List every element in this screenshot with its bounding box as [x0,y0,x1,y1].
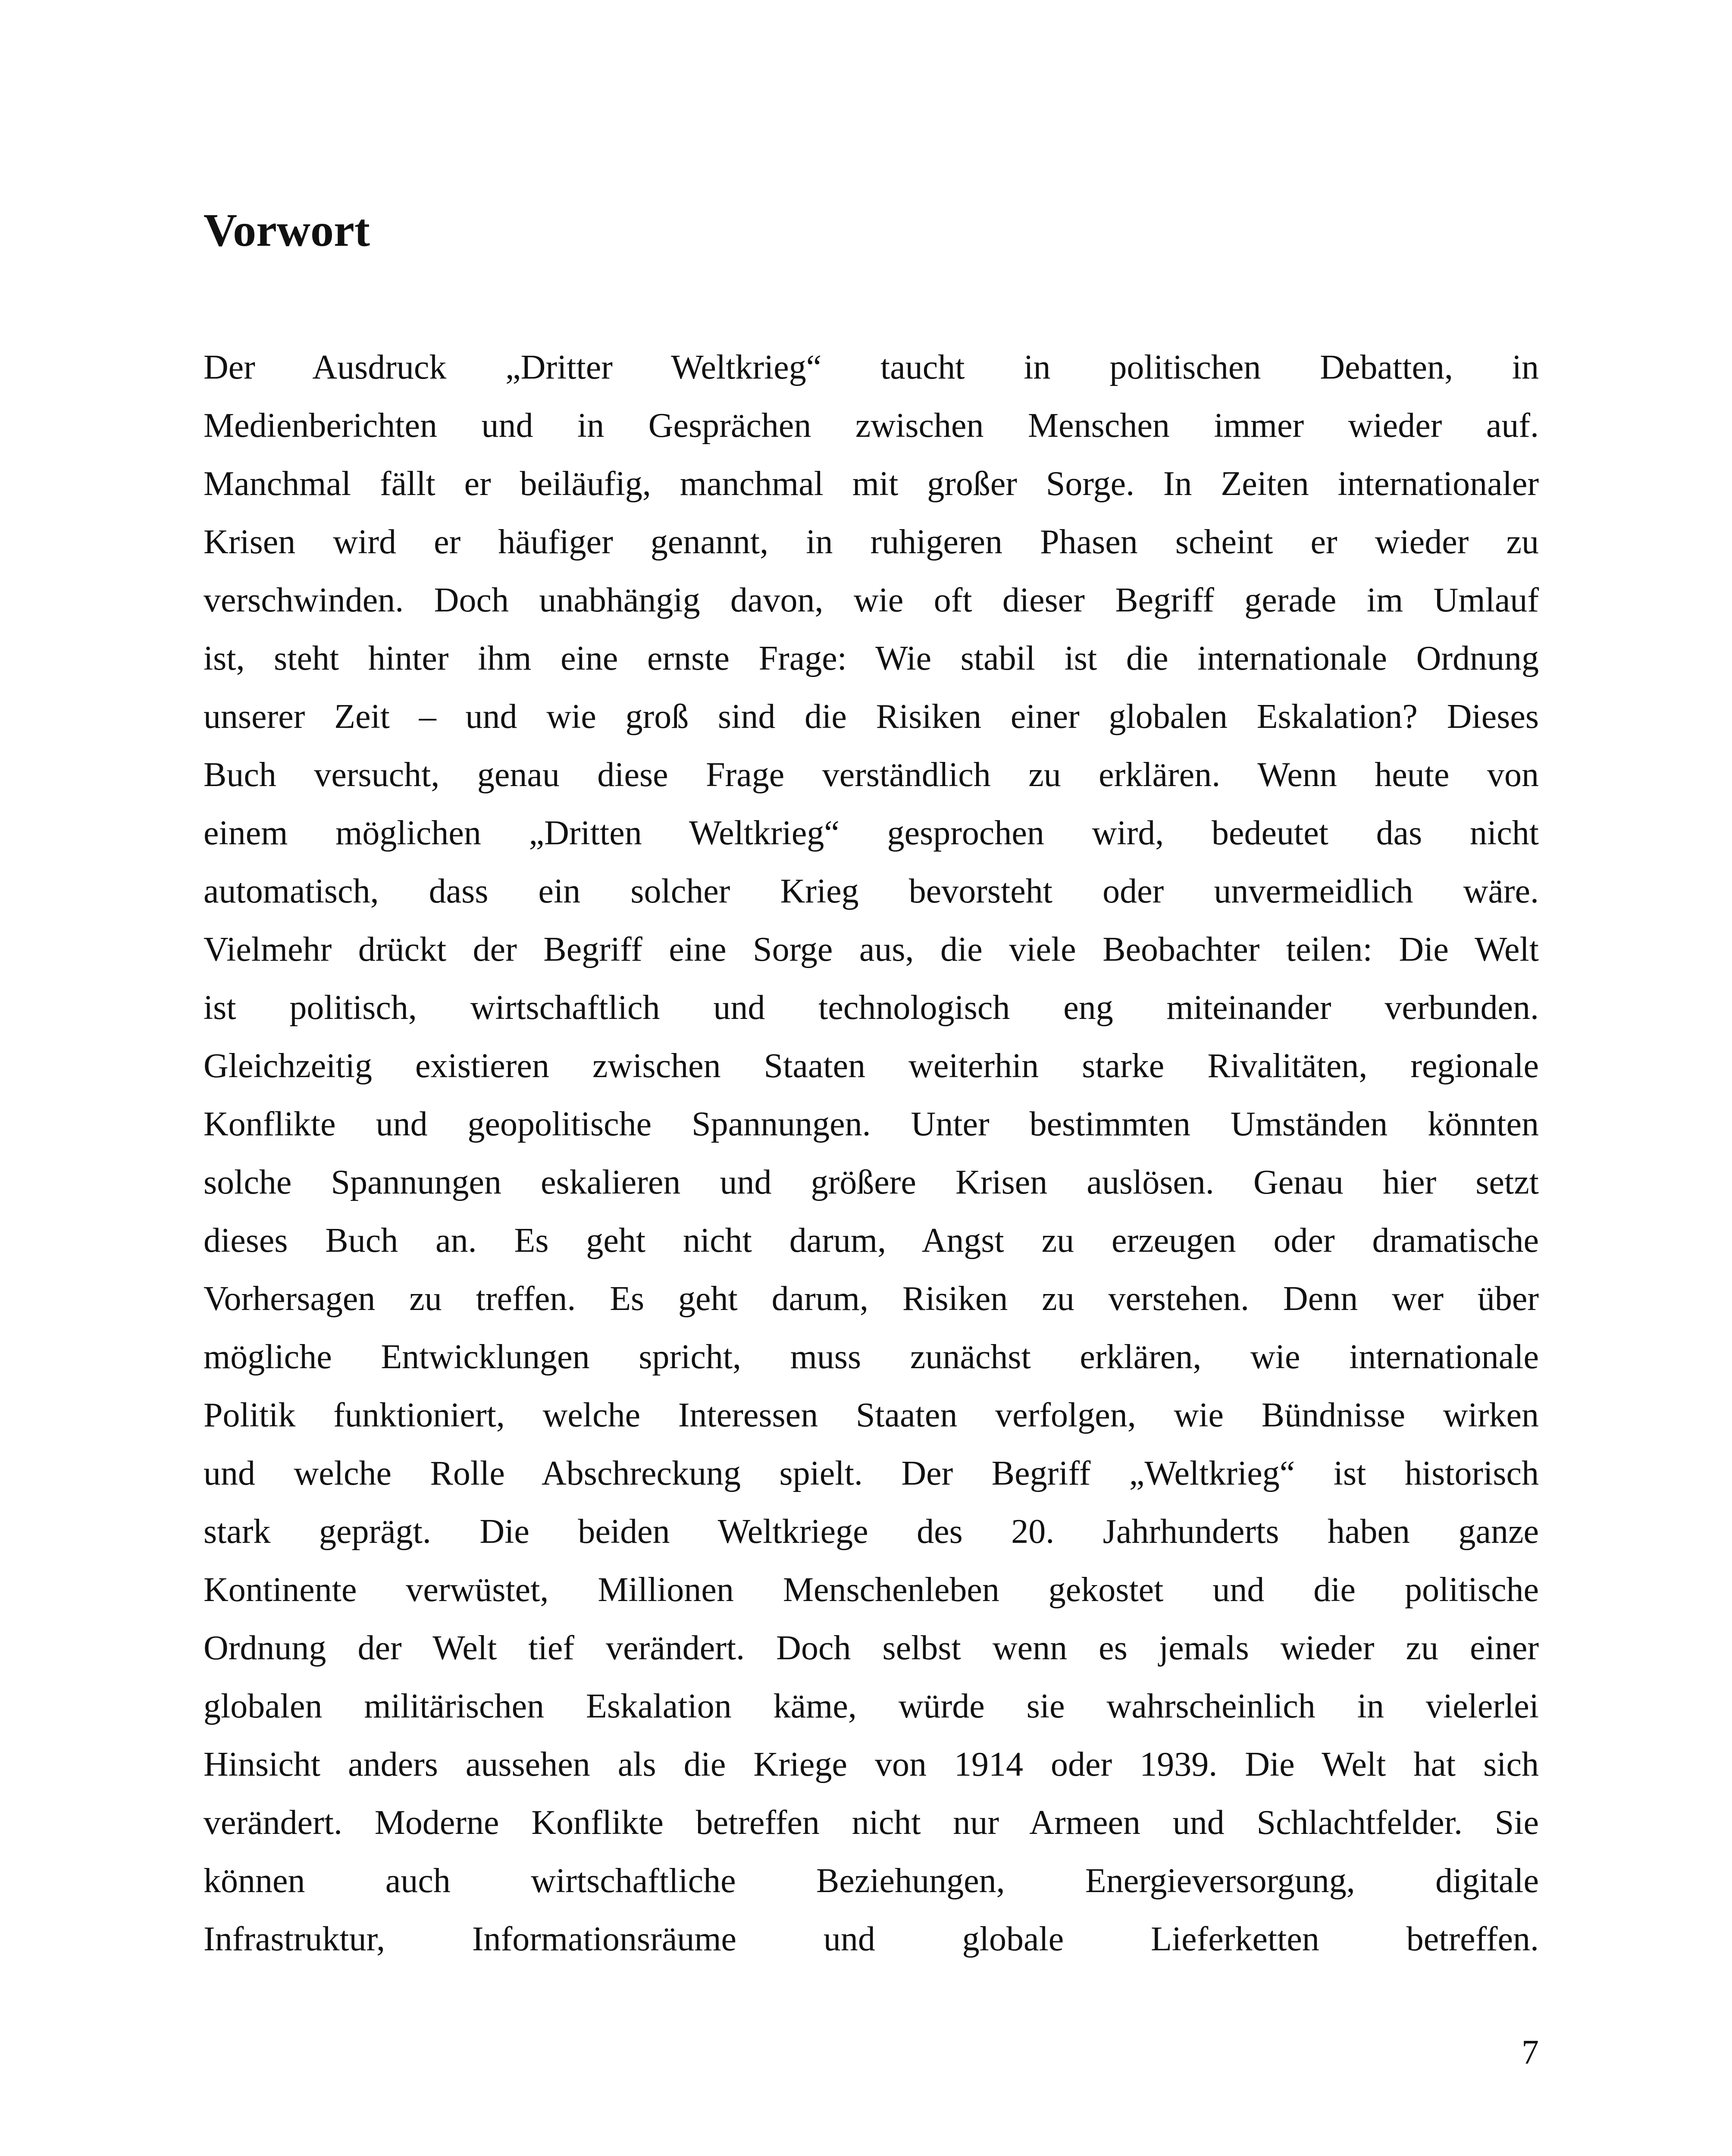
page-number: 7 [1522,2034,1539,2071]
text-line: solche Spannungen eskalieren und größere Krisen auslösen. Genau hier setzt [204,1163,1539,1201]
text-line: Vielmehr drückt der Begriff eine Sorge aus, die viele Beobachter teilen: Die Welt [204,931,1539,968]
text-line: dieses Buch an. Es geht nicht darum, Angst zu erzeugen oder dramatische [204,1222,1539,1260]
text-line: und welche Rolle Abschreckung spielt. Der Begriff „Weltkrieg“ ist historisch [204,1454,1539,1492]
text-line: Der Ausdruck „Dritter Weltkrieg“ taucht in politischen Debatten, in [204,348,1539,386]
text-line: Vorhersagen zu treffen. Es geht darum, Risiken zu verstehen. Denn wer über [204,1280,1539,1318]
text-line: können auch wirtschaftliche Beziehungen, Energieversorgung, digitale [204,1862,1539,1900]
text-line: unserer Zeit – und wie groß sind die Risiken einer globalen Eskalation? Dieses [204,698,1539,736]
text-line: Kontinente verwüstet, Millionen Menschenleben gekostet und die politische [204,1571,1539,1609]
text-line: Manchmal fällt er beiläufig, manchmal mit großer Sorge. In Zeiten internationaler [204,465,1539,503]
text-line: ist politisch, wirtschaftlich und technologisch eng miteinander verbunden. [204,989,1539,1027]
text-line: Gleichzeitig existieren zwischen Staaten weiterhin starke Rivalitäten, regionale [204,1047,1539,1085]
text-line: Hinsicht anders aussehen als die Kriege von 1914 oder 1939. Die Welt hat sich [204,1745,1539,1783]
text-line: einem möglichen „Dritten Weltkrieg“ gesprochen wird, bedeutet das nicht [204,814,1539,852]
text-line: stark geprägt. Die beiden Weltkriege des 20. Jahrhunderts haben ganze [204,1513,1539,1551]
text-line: ist, steht hinter ihm eine ernste Frage: Wie stabil ist die internationale Ordnung [204,639,1539,677]
text-line: Konflikte und geopolitische Spannungen. Unter bestimmten Umständen könnten [204,1105,1539,1143]
text-line: Buch versucht, genau diese Frage verständlich zu erklären. Wenn heute von [204,756,1539,794]
text-line: Politik funktioniert, welche Interessen Staaten verfolgen, wie Bündnisse wirken [204,1396,1539,1434]
chapter-heading: Vorwort [204,205,370,256]
body-paragraph [204,338,1539,1968]
text-line: Krisen wird er häufiger genannt, in ruhigeren Phasen scheint er wieder zu [204,523,1539,561]
text-line: mögliche Entwicklungen spricht, muss zunächst erklären, wie internationale [204,1338,1539,1376]
text-line: Medienberichten und in Gesprächen zwischen Menschen immer wieder auf. [204,407,1539,445]
text-line: automatisch, dass ein solcher Krieg bevorsteht oder unvermeidlich wäre. [204,872,1539,910]
text-line: verändert. Moderne Konflikte betreffen nicht nur Armeen und Schlachtfelder. Sie [204,1804,1539,1842]
text-line: Infrastruktur, Informationsräume und globale Lieferketten betreffen. [204,1920,1539,1958]
text-line: Ordnung der Welt tief verändert. Doch selbst wenn es jemals wieder zu einer [204,1629,1539,1667]
text-line: verschwinden. Doch unabhängig davon, wie oft dieser Begriff gerade im Umlauf [204,581,1539,619]
text-line: globalen militärischen Eskalation käme, würde sie wahrscheinlich in vielerlei [204,1687,1539,1725]
